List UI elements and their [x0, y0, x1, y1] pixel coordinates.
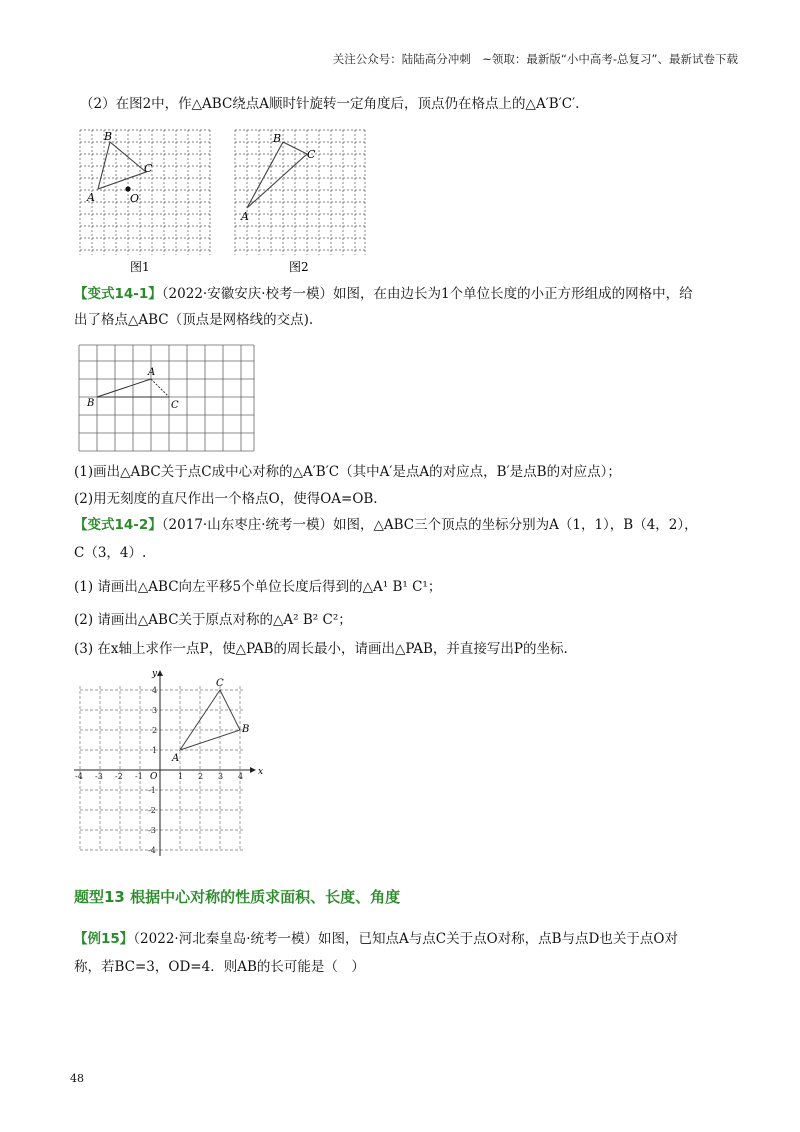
label-origin: O	[150, 772, 158, 782]
figure-1	[78, 128, 213, 274]
label-b: B	[273, 132, 282, 145]
label-a: A	[87, 191, 95, 204]
xtick: -1	[135, 772, 143, 781]
ytick: -4	[148, 846, 156, 855]
v142-tag: 【变式14-2】	[74, 517, 162, 533]
label-c: C	[307, 148, 316, 161]
ex15-text: （2022·河北秦皇岛·统考一模）如图，已知点A与点C关于点O对称，点B与点D也关于点O对	[133, 931, 678, 947]
triangle-abc	[180, 690, 240, 750]
figure-2	[233, 128, 368, 274]
xtick: 4	[238, 772, 244, 781]
xtick: 2	[198, 772, 204, 781]
triangle-abc	[247, 142, 307, 208]
v141-line1	[74, 286, 693, 304]
label-x: x	[258, 767, 264, 777]
v142-q1: (1) 请画出△ABC向左平移5个单位长度后得到的△A¹ B¹ C¹；	[74, 579, 442, 595]
figure-v141	[78, 342, 258, 454]
v141-line2: 出了格点△ABC（顶点是网格线的交点).	[74, 312, 314, 328]
label-b: B	[242, 724, 250, 735]
label-c: C	[171, 400, 179, 411]
xtick: -3	[95, 772, 103, 781]
label-b: B	[87, 398, 95, 409]
ex15-tag: 【例15】	[74, 931, 134, 947]
xtick: -2	[115, 772, 123, 781]
label-c: C	[144, 162, 153, 175]
label-o: O	[130, 192, 140, 205]
xtick: 1	[178, 772, 184, 781]
ytick: -1	[148, 786, 156, 795]
ytick: 3	[152, 706, 158, 715]
xtick: -4	[75, 772, 83, 781]
figure-v142-coordinate-grid	[68, 664, 268, 860]
caption-1: 图1	[130, 260, 150, 274]
label-a: A	[241, 210, 249, 223]
section-heading: 题型13 根据中心对称的性质求面积、长度、角度	[74, 888, 401, 906]
ytick: 4	[152, 686, 158, 695]
ytick: 1	[152, 746, 158, 755]
v142-q2: (2) 请画出△ABC关于原点对称的△A² B² C²；	[74, 612, 352, 628]
label-a: A	[148, 367, 156, 378]
page-header: 关注公众号：陆陆高分冲刺 ~领取：最新版“小中高考-总复习”、最新试卷下载	[332, 52, 738, 66]
ex15-line1	[74, 931, 678, 949]
ex15-line2: 称，若BC=3，OD=4．则AB的长可能是（ ）	[74, 959, 365, 975]
v142-line2: C（3，4）.	[74, 545, 147, 561]
ytick: -2	[148, 806, 156, 815]
label-b: B	[104, 130, 113, 143]
triangle-abc	[98, 142, 146, 189]
v141-tag: 【变式14-1】	[74, 286, 162, 302]
label-c: C	[216, 678, 224, 689]
caption-2: 图2	[289, 260, 309, 274]
v142-q3: (3) 在x轴上求作一点P，使△PAB的周长最小，请画出△PAB，并直接写出P的坐标.	[74, 641, 568, 657]
xtick: 3	[218, 772, 224, 781]
label-y: y	[152, 669, 158, 679]
v141-q1: (1)画出△ABC关于点C成中心对称的△A′B′C（其中A′是点A的对应点，B′是点B的对应点）；	[74, 464, 621, 480]
ytick: -3	[148, 826, 156, 835]
label-a: A	[172, 753, 180, 764]
point-o	[125, 186, 130, 191]
v142-line1	[74, 517, 698, 535]
q2-statement: （2）在图2中，作△ABC绕点A顺时针旋转一定角度后，顶点仍在格点上的△A′B′C′.	[80, 96, 580, 112]
v141-text: （2022·安徽安庆·校考一模）如图，在由边长为1个单位长度的小正方形组成的网格中，给	[161, 286, 693, 302]
page-number: 48	[70, 1072, 84, 1085]
ytick: 2	[152, 726, 158, 735]
v141-q2: (2)用无刻度的直尺作出一个格点O，使得OA=OB.	[74, 491, 378, 507]
v142-text: （2017·山东枣庄·统考一模）如图，△ABC三个顶点的坐标分别为A（1，1），B（4，2），	[161, 517, 698, 533]
